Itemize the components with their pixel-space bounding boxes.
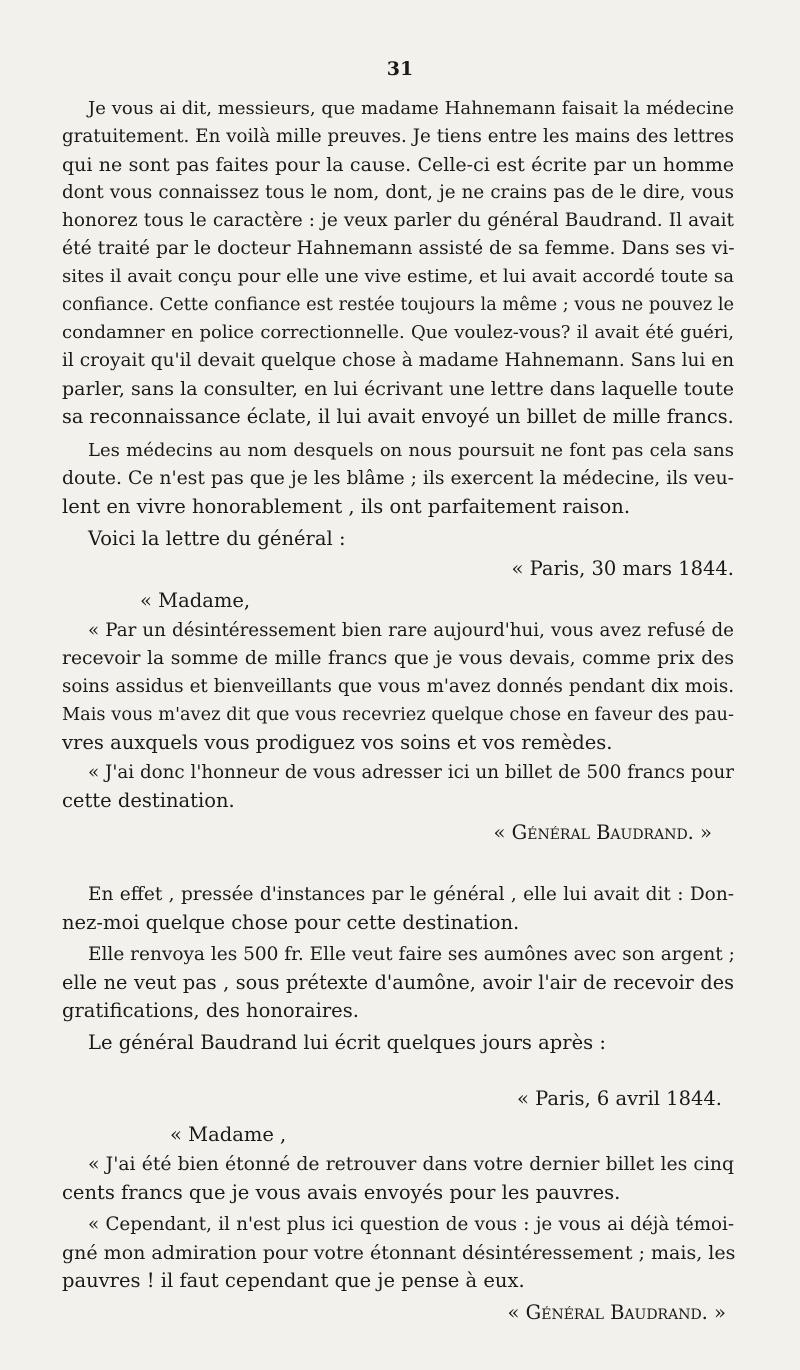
text-line: vres auxquels vous prodiguez vos soins et vos remèdes. [62,731,613,754]
text-line: cents francs que je vous avais envoyés pour les pauvres. [62,1181,621,1204]
text-line: Je vous ai dit, messieurs, que madame Hahnemann faisait la médecine [88,98,734,119]
text-line: « Par un désintéressement bien rare aujourd'hui, vous avez refusé de [88,620,734,641]
text-line: été traité par le docteur Hahnemann assisté de sa femme. Dans ses vi- [62,238,735,259]
letter-salutation: « Madame, [140,589,251,612]
text-line: sa reconnaissance éclate, il lui avait envoyé un billet de mille francs. [62,405,734,428]
text-line: sites il avait conçu pour elle une vive estime, et lui avait accordé toute sa [62,266,734,287]
text-line: doute. Ce n'est pas que je les blâme ; ils exercent la médecine, ils veu- [62,468,734,489]
text-line: soins assidus et bienveillants que vous m'avez donnés pendant dix mois. [62,676,734,697]
text-line: lent en vivre honorablement , ils ont parfaitement raison. [62,495,631,518]
text-line: pauvres ! il faut cependant que je pense à eux. [62,1269,525,1292]
text-line: « Cependant, il n'est plus ici question de vous : je vous ai déjà témoi- [88,1214,734,1235]
text-line: confiance. Cette confiance est restée toujours la même ; vous ne pouvez le [62,295,735,315]
text-line: gratuitement. En voilà mille preuves. Je tiens entre les mains des lettres [62,126,734,147]
text-line: parler, sans la consulter, en lui écrivant une lettre dans laquelle toute [62,378,734,400]
letter-date: « Paris, 6 avril 1844. [516,1087,722,1110]
text-line: Voici la lettre du général : [88,527,346,550]
text-line: gratifications, des honoraires. [62,999,359,1022]
text-line: honorez tous le caractère : je veux parler du général Baudrand. Il avait [62,210,734,231]
page-number: 31 [386,58,414,80]
text-line: En effet , pressée d'instances par le général , elle lui avait dit : Don- [88,884,734,905]
text-line: dont vous connaissez tous le nom, dont, je ne crains pas de le dire, vous [62,182,734,203]
text-line: Elle renvoya les 500 fr. Elle veut faire ses aumônes avec son argent ; [88,944,735,965]
letter-signature: « Général Baudrand. » [493,821,712,844]
text-line: nez-moi quelque chose pour cette destination. [62,911,520,934]
text-line: Le général Baudrand lui écrit quelques jours après : [88,1031,606,1054]
text-line: « J'ai donc l'honneur de vous adresser ici un billet de 500 francs pour [88,762,734,783]
text-line: condamner en police correctionnelle. Que voulez-vous? il avait été guéri, [62,322,734,343]
text-line: gné mon admiration pour votre étonnant désintéressement ; mais, les [62,1242,736,1264]
text-line: cette destination. [62,789,235,812]
text-line: Mais vous m'avez dit que vous recevriez quelque chose en faveur des pau- [62,705,734,725]
text-line: qui ne sont pas faites pour la cause. Celle-ci est écrite par un homme [62,154,734,176]
letter-signature: « Général Baudrand. » [507,1301,726,1324]
letter-salutation: « Madame , [170,1123,287,1146]
text-line: recevoir la somme de mille francs que je vous devais, comme prix des [62,648,734,669]
text-line: Les médecins au nom desquels on nous poursuit ne font pas cela sans [88,440,734,461]
text-line: il croyait qu'il devait quelque chose à madame Hahnemann. Sans lui en [62,350,735,371]
text-line: elle ne veut pas , sous prétexte d'aumône, avoir l'air de recevoir des [62,971,734,994]
text-line: « J'ai été bien étonné de retrouver dans votre dernier billet les cinq [88,1154,734,1175]
letter-date: « Paris, 30 mars 1844. [511,557,734,580]
